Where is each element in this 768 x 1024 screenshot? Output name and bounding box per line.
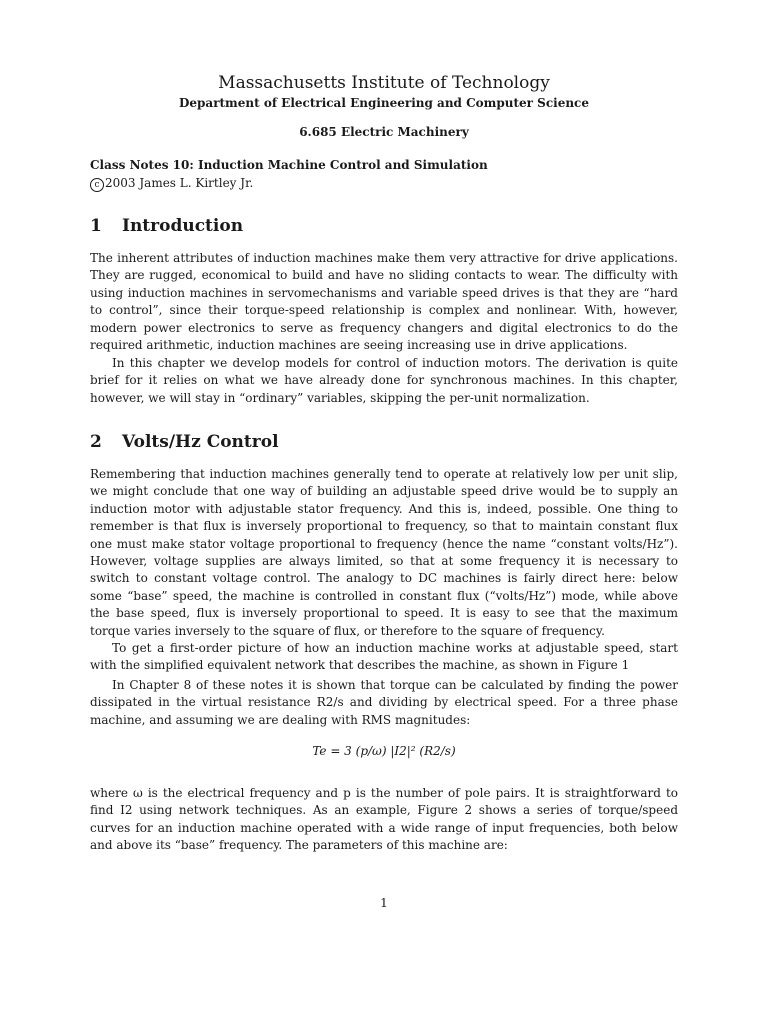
paragraph: In this chapter we develop models for control of induction motors. The derivation is quite brief for it relies on what we have already done for synchronous machines. In this chapter, however, we will stay in “ordinary” variables, skipping the per-unit normalization. (90, 356, 678, 405)
notes-title: Class Notes 10: Induction Machine Control and Simulation (90, 158, 488, 172)
copyright-icon: c (90, 178, 104, 192)
paragraph: In Chapter 8 of these notes it is shown that torque can be calculated by finding the power dissipated in the virtual resistance R2/s and dividing by electrical speed. For a three phase machine, and assuming we are dealing with RMS magnitudes: (90, 678, 678, 727)
section-number: 1 (90, 216, 102, 236)
institution-title: Massachusetts Institute of Technology (218, 73, 550, 93)
section-title: Introduction (122, 216, 244, 236)
section-heading-introduction (90, 216, 243, 236)
section-number: 2 (90, 432, 102, 452)
copyright-line (90, 176, 253, 192)
page-number: 1 (380, 896, 388, 910)
paragraph: Remembering that induction machines generally tend to operate at relatively low per unit slip, we might conclude that one way of building an adjustable speed drive would be to supply an induction motor with adjustable stator frequency. And this is, indeed, possible. One thing to remember is that flux is inversely proportional to frequency, so that to maintain constant flux one must make stator voltage proportional to frequency (hence the name “constant volts/Hz”). However, voltage supplies are always limited, so that at some frequency it is necessary to switch to constant voltage control. The analogy to DC machines is fairly direct here: below some “base” speed, the machine is controlled in constant flux (“volts/Hz”) mode, while above the base speed, flux is inversely proportional to speed. It is easy to see that the maximum torque varies inversely to the square of flux, or therefore to the square of frequency. (90, 467, 678, 638)
section-heading-volts-hz (90, 432, 279, 452)
course-title: 6.685 Electric Machinery (299, 125, 469, 139)
paragraph: To get a first-order picture of how an induction machine works at adjustable speed, start with the simplified equivalent network that describes the machine, as shown in Figure 1 (90, 641, 678, 673)
torque-equation: Te = 3 (p/ω) |I2|² (R2/s) (312, 744, 456, 758)
paragraph: The inherent attributes of induction machines make them very attractive for drive applications. They are rugged, economical to build and have no sliding contacts to wear. The difficulty with using induction machines in servomechanisms and variable speed drives is that they are “hard to control”, since their torque-speed relationship is complex and nonlinear. With, however, modern power electronics to serve as frequency changers and digital electronics to do the required arithmetic, induction machines are seeing increasing use in drive applications. (90, 251, 678, 353)
copyright-text: 2003 James L. Kirtley Jr. (105, 176, 254, 190)
department-name: Department of Electrical Engineering and Computer Science (178, 96, 589, 110)
section-title: Volts/Hz Control (122, 432, 279, 452)
paragraph: where ω is the electrical frequency and p is the number of pole pairs. It is straightforward to find I2 using network techniques. As an example, Figure 2 shows a series of torque/speed curves for an induction machine operated with a wide range of input frequencies, both below and above its “base” frequency. The parameters of this machine are: (90, 786, 678, 853)
